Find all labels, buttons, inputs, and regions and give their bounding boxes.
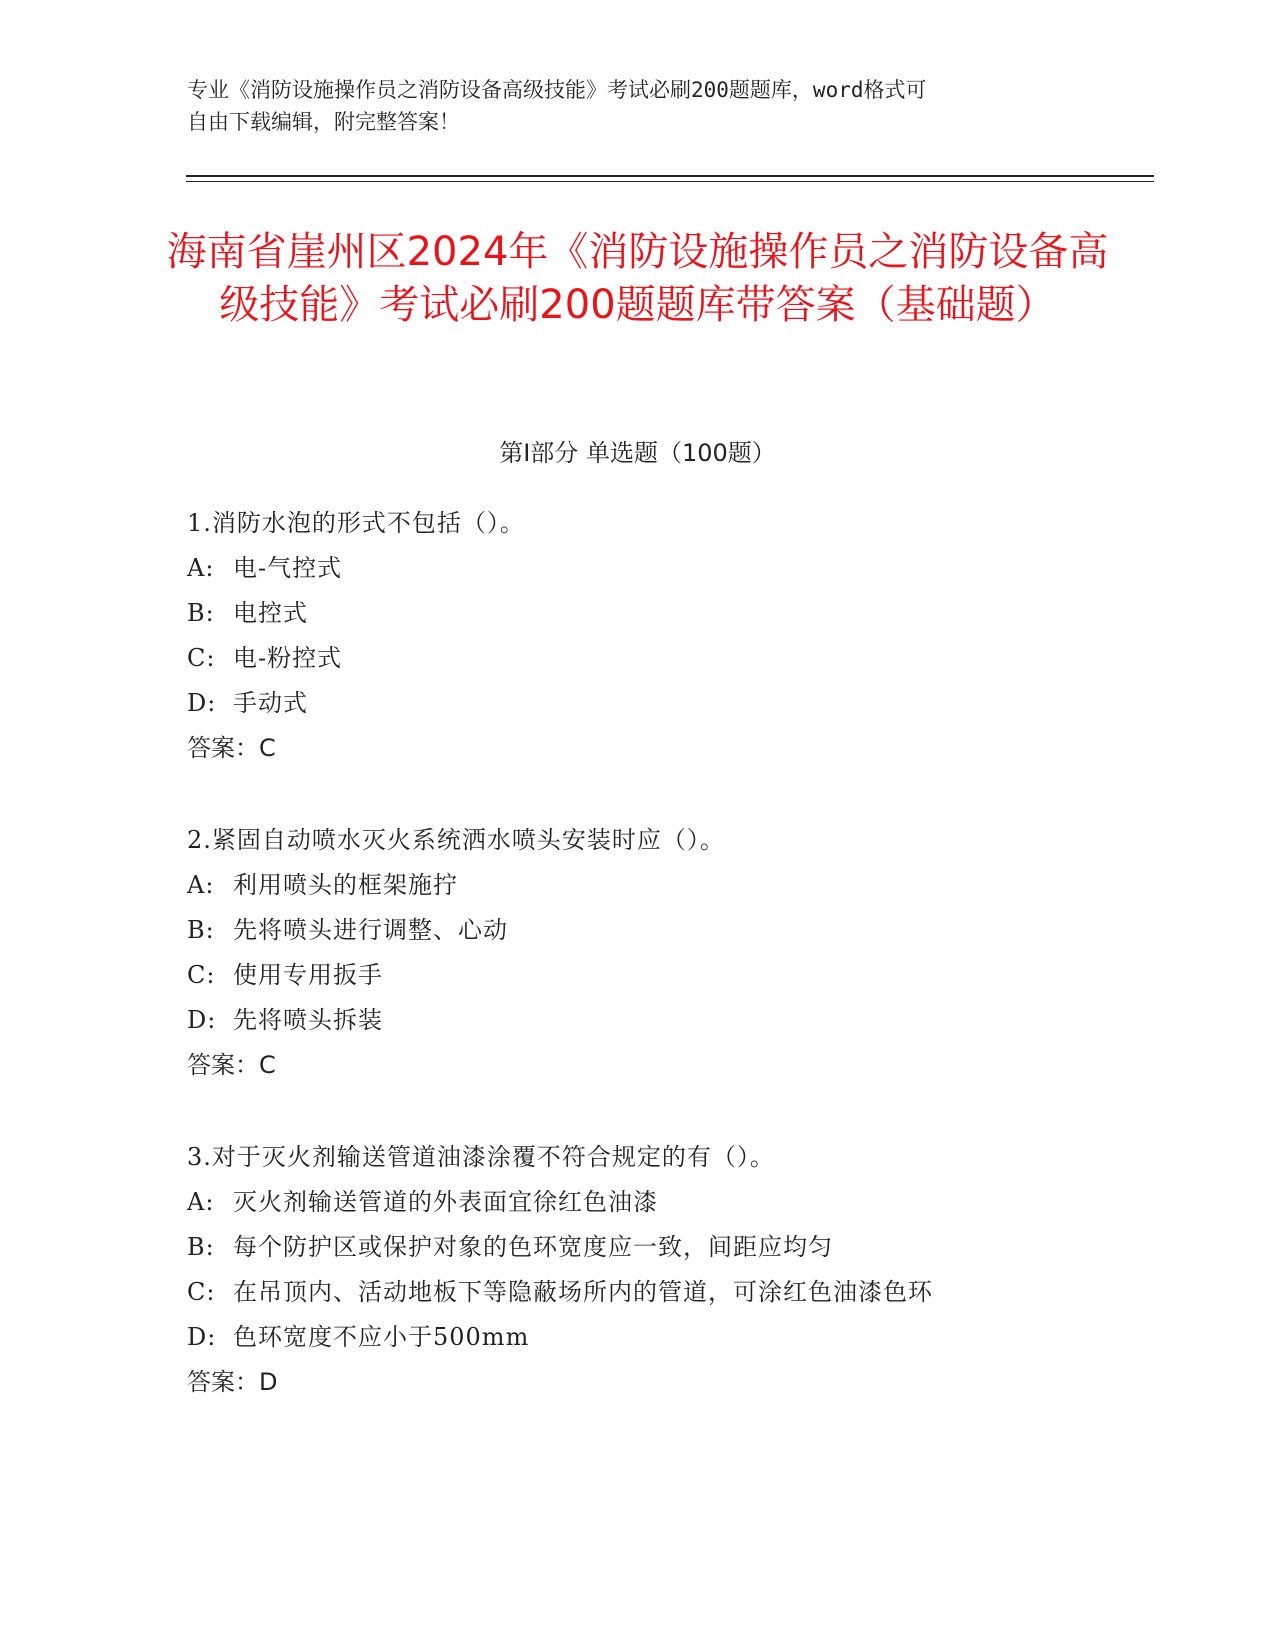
option-key: A: bbox=[187, 871, 215, 899]
question-1 bbox=[187, 501, 1107, 771]
option-text: 电控式 bbox=[233, 599, 308, 627]
option-key: A: bbox=[187, 1188, 215, 1216]
question-3 bbox=[187, 1135, 1107, 1405]
option-text: 利用喷头的框架施拧 bbox=[233, 871, 458, 899]
answer: 答案：C bbox=[187, 734, 276, 762]
option-text: 电-气控式 bbox=[233, 554, 343, 582]
option-d bbox=[187, 998, 1107, 1043]
option-key: B: bbox=[187, 1233, 215, 1261]
header-divider-thick bbox=[186, 175, 1154, 177]
option-d bbox=[187, 681, 1107, 726]
option-text: 使用专用扳手 bbox=[233, 961, 383, 989]
option-c bbox=[187, 953, 1107, 998]
option-b bbox=[187, 591, 1107, 636]
question-stem: 2.紧固自动喷水灭火系统洒水喷头安装时应（）。 bbox=[187, 826, 725, 854]
header-note: 专业《消防设施操作员之消防设备高级技能》考试必刷200题题库，word格式可 自由下载编辑，附完整答案！ bbox=[187, 78, 927, 134]
header-divider-thin bbox=[186, 181, 1154, 182]
option-key: B: bbox=[187, 599, 215, 627]
option-text: 先将喷头拆装 bbox=[233, 1006, 383, 1034]
option-text: 先将喷头进行调整、心动 bbox=[233, 916, 508, 944]
option-c bbox=[187, 1270, 1107, 1315]
option-text: 电-粉控式 bbox=[233, 644, 343, 672]
option-text: 在吊顶内、活动地板下等隐蔽场所内的管道，可涂红色油漆色环 bbox=[233, 1278, 933, 1306]
option-a bbox=[187, 546, 1107, 591]
question-2 bbox=[187, 818, 1107, 1088]
option-text: 色环宽度不应小于500mm bbox=[233, 1323, 530, 1351]
option-b bbox=[187, 1225, 1107, 1270]
option-key: C: bbox=[187, 644, 216, 672]
option-key: B: bbox=[187, 916, 215, 944]
option-text: 手动式 bbox=[233, 689, 308, 717]
answer: 答案：C bbox=[187, 1051, 276, 1079]
option-d bbox=[187, 1315, 1107, 1360]
option-key: C: bbox=[187, 961, 216, 989]
option-c bbox=[187, 636, 1107, 681]
option-text: 灭火剂输送管道的外表面宜徐红色油漆 bbox=[233, 1188, 658, 1216]
section-heading: 第I部分 单选题（100题） bbox=[499, 439, 776, 467]
option-key: D: bbox=[187, 1323, 217, 1351]
option-key: D: bbox=[187, 1006, 217, 1034]
option-b bbox=[187, 908, 1107, 953]
answer: 答案：D bbox=[187, 1368, 278, 1396]
option-key: D: bbox=[187, 689, 217, 717]
question-stem: 1.消防水泡的形式不包括（）。 bbox=[187, 509, 525, 537]
option-a bbox=[187, 863, 1107, 908]
option-text: 每个防护区或保护对象的色环宽度应一致，间距应均匀 bbox=[233, 1233, 833, 1261]
option-key: A: bbox=[187, 554, 215, 582]
option-key: C: bbox=[187, 1278, 216, 1306]
question-stem: 3.对于灭火剂输送管道油漆涂覆不符合规定的有（）。 bbox=[187, 1143, 775, 1171]
document-title: 海南省崖州区2024年《消防设施操作员之消防设备高级技能》考试必刷200题题库带答案（基础题） bbox=[166, 229, 1109, 328]
option-a bbox=[187, 1180, 1107, 1225]
